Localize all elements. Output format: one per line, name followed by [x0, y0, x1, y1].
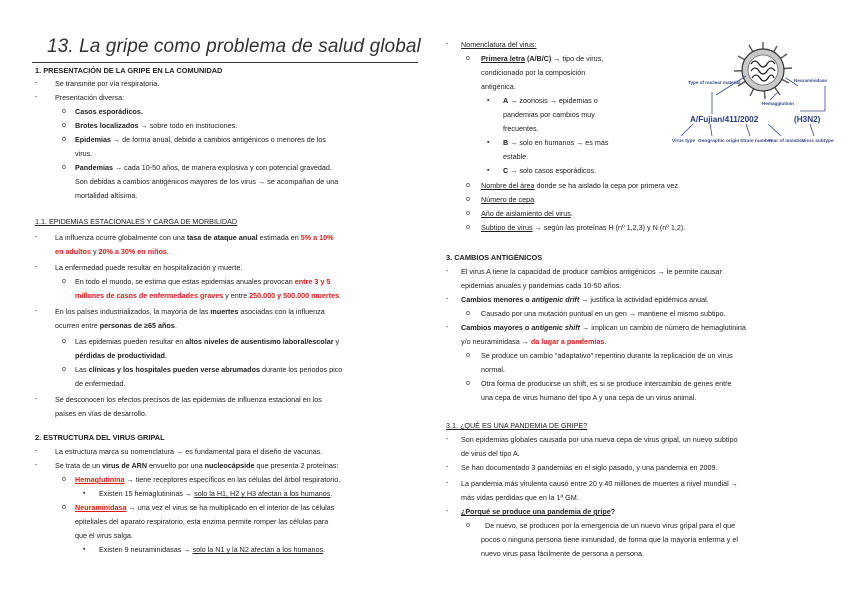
bullet-circle: o	[466, 522, 470, 529]
s1-item-2: Brotes localizados → sobre todo en instituciones.	[75, 121, 238, 130]
s1-item-3-cont: virus.	[75, 149, 93, 158]
s3-f: Otra forma de producirse un shift, es si se produce intercambio de genes entre	[481, 379, 732, 388]
nom-d: C → solo casos esporádicos.	[503, 166, 597, 175]
strain-subtype: (H3N2)	[794, 115, 821, 124]
section-1-heading: 1. PRESENTACIÓN DE LA GRIPE EN LA COMUNIDAD	[35, 66, 223, 75]
s3-a-cont: epidemias anuales y pandemias cada 10-50 años.	[461, 281, 622, 290]
s31-d: ¿Porqué se produce una pandemia de gripe?	[461, 507, 616, 516]
s11-f: Las clínicas y los hospitales pueden verse abrumados durante los periodos pico	[75, 365, 343, 374]
section-3-heading: 3. CAMBIOS ANTIGÉNICOS	[446, 253, 543, 262]
bullet-circle: o	[62, 164, 66, 171]
bullet-dash: -	[446, 296, 449, 303]
nom-e: Nombre del área donde se ha aislado la cepa por primera vez.	[481, 181, 680, 190]
s3-e-cont: normal.	[481, 365, 505, 374]
s31-e: De nuevo, se producen por la emergencia de un nuevo virus gripal para el que	[485, 521, 736, 530]
s1-item-4: Pandemias → cada 10-50 años, de manera explosiva y con potencial gravedad.	[75, 163, 332, 172]
s11-d-cont: ocurren entre personas de ≥65 años.	[55, 321, 177, 330]
s2-c: Hemaglutinina → tiene receptores específicos en las células del árbol respiratorio.	[75, 475, 341, 484]
s11-e-cont: pérdidas de productividad.	[75, 351, 167, 360]
bullet-square: ▪	[83, 546, 86, 553]
bullet-circle: o	[466, 310, 470, 317]
bullet-circle: o	[62, 278, 66, 285]
nom-a-cont-2: antigénica.	[481, 82, 516, 91]
caption-strain-number: Strain number	[740, 139, 773, 144]
bullet-dash: -	[446, 480, 449, 487]
bullet-circle: o	[466, 196, 470, 203]
nom-c: B → solo en humanos → es más	[503, 138, 609, 147]
s2-e: Neuraminidasa → una vez el virus se ha multiplicado en el interior de las células	[75, 503, 335, 512]
nom-a: Primera letra (A/B/C) → tipo de virus,	[481, 54, 604, 63]
s2-f: Existen 9 neuraminidasas → solo la N1 y la N2 afectan a los humanos.	[99, 545, 326, 554]
s1-line-1: Se transmite por vía respiratoria.	[55, 79, 160, 88]
nom-b-cont-1: pandemias por cambios muy	[503, 110, 595, 119]
bullet-dash: -	[446, 436, 449, 443]
nom-h: Subtipo de virus → según las proteínas H (nº 1,2,3) y N (nº 1,2).	[481, 223, 686, 232]
bullet-circle: o	[62, 136, 66, 143]
s2-b: Se trata de un virus de ARN envuelto por una nucleocápside que presenta 2 proteínas:	[55, 461, 339, 470]
bullet-circle: o	[62, 504, 66, 511]
label-neuraminidase: Neuraminidase	[794, 78, 827, 83]
s31-c: La pandemia más virulenta causó entre 20 y 40 millones de muertes a nivel mundial →	[461, 479, 738, 488]
bullet-circle: o	[466, 224, 470, 231]
s2-e-cont-1: epiteliales del aparato respiratorio, esta enzima permite romper las células para	[75, 517, 329, 526]
virus-nomenclature-figure	[668, 40, 834, 162]
caption-virus-subtype: Virus subtype	[802, 139, 834, 144]
bullet-dash: -	[35, 448, 38, 455]
nomenclature-heading: Nomenclatura del virus:	[461, 40, 537, 49]
s2-e-cont-2: que el virus salga.	[75, 531, 133, 540]
s3-a: El virus A tiene la capacidad de producir cambios antigénicos → le permite causar	[461, 267, 722, 276]
bullet-circle: o	[62, 108, 66, 115]
s1-item-4-cont-2: mortalidad altísima.	[75, 191, 138, 200]
s11-a: La influenza ocurre globalmente con una tasa de ataque anual estimada en 5% a 10%	[55, 233, 334, 242]
s31-a-cont: de virus del tipo A.	[461, 449, 520, 458]
bullet-dash: -	[35, 94, 38, 101]
s11-a-cont: en adultos y 20% a 30% en niños.	[55, 247, 169, 256]
virus-particle-icon	[734, 42, 792, 99]
s3-d-cont: y/o neuraminidasa → da lugar a pandemias.	[461, 337, 607, 346]
nom-c-cont: estable.	[503, 152, 529, 161]
s11-b: La enfermedad puede resultar en hospitalización y muerte.	[55, 263, 243, 272]
bullet-dash: -	[446, 508, 449, 515]
bullet-circle: o	[466, 352, 470, 359]
title-underline	[32, 62, 418, 63]
bullet-circle: o	[62, 476, 66, 483]
bullet-circle: o	[62, 366, 66, 373]
bullet-dash: -	[35, 308, 38, 315]
bullet-dash: -	[446, 324, 449, 331]
caption-year-of-isolation: Year of isolation	[768, 139, 806, 144]
strain-name: A/Fujian/411/2002	[690, 115, 759, 124]
s11-c: En todo el mundo, se estima que estas epidemias anuales provocan entre 3 y 5	[75, 277, 331, 286]
s11-f-cont: de enfermedad.	[75, 379, 126, 388]
label-hemagglutinin: Hemagglutinin	[762, 101, 794, 106]
section-2-heading: 2. ESTRUCTURA DEL VIRUS GRIPAL	[35, 433, 165, 442]
s2-d: Existen 15 hemaglutininas → solo la H1, H2 y H3 afectan a los humanos.	[99, 489, 333, 498]
bullet-dash: -	[35, 396, 38, 403]
s31-e-cont-2: nuevo virus pasa fácilmente de persona a persona.	[481, 549, 645, 558]
bullet-circle: o	[62, 122, 66, 129]
caption-geographic-origin: Geographic origin	[698, 139, 740, 144]
bullet-circle: o	[466, 55, 470, 62]
bullet-square: ▪	[487, 97, 490, 104]
bullet-circle: o	[466, 182, 470, 189]
bullet-square: ▪	[487, 167, 490, 174]
nom-f: Número de cepa.	[481, 195, 537, 204]
s1-item-3: Epidemias → de forma anual, debido a cambios antigénicos o menores de los	[75, 135, 326, 144]
s11-g: Se desconocen los efectos precisos de las epidemias de influenza estacional en los	[55, 395, 322, 404]
bullet-dash: -	[35, 80, 38, 87]
nom-b-cont-2: frecuentes.	[503, 124, 539, 133]
s3-b: Cambios menores o antigenic drift → justifica la actividad epidémica anual.	[461, 295, 709, 304]
s3-c: Causado por una mutación puntual en un gen → mantiene el mismo subtipo.	[481, 309, 726, 318]
section-3-1-heading: 3.1. ¿QUÉ ES UNA PANDEMIA DE GRIPE?	[446, 421, 588, 430]
s11-d: En los países industrializados, la mayoría de las muertes asociadas con la influenza	[55, 307, 325, 316]
page-title: 13. La gripe como problema de salud global	[47, 36, 421, 57]
bullet-dash: -	[35, 462, 38, 469]
bullet-dash: -	[35, 234, 38, 241]
s3-f-cont: una cepa de virus humano del tipo A y una cepa de un virus animal.	[481, 393, 697, 402]
s1-line-2: Presentación diversa:	[55, 93, 125, 102]
s1-item-1: Casos esporádicos.	[75, 107, 143, 116]
s2-a: La estructura marca su nomenclatura → es fundamental para el diseño de vacunas.	[55, 447, 323, 456]
s3-d: Cambios mayores o antigenic shift → implican un cambio de número de hemaglutinina	[461, 323, 746, 332]
caption-virus-type: Virus type	[672, 139, 696, 144]
s31-e-cont-1: pocos o ninguna persona tiene inmunidad, de forma que la mayoría enferma y el	[481, 535, 738, 544]
s31-b: Se han documentado 3 pandemias en el siglo pasado, y una pandemia en 2009.	[461, 463, 718, 472]
label-nuclear-material: Type of nuclear material	[688, 80, 741, 85]
bullet-dash: -	[35, 264, 38, 271]
s31-c-cont: más vidas perdidas que en la 1ª GM.	[461, 493, 579, 502]
s11-g-cont: países en vías de desarrollo.	[55, 409, 147, 418]
s11-e: Las epidemias pueden resultar en altos niveles de ausentismo laboral/escolar y	[75, 337, 340, 346]
bullet-dash: -	[446, 464, 449, 471]
bullet-square: ▪	[83, 490, 86, 497]
bullet-dash: -	[446, 41, 449, 48]
bullet-circle: o	[62, 338, 66, 345]
bullet-dash: -	[446, 268, 449, 275]
nom-a-cont-1: condicionado por la composición	[481, 68, 586, 77]
section-1-1-heading: 1.1. EPIDEMIAS ESTACIONALES Y CARGA DE MORBILIDAD	[35, 217, 238, 226]
nom-b: A → zoonosis → epidemias o	[503, 96, 598, 105]
s3-e: Se produce un cambio "adaptativo" repentino durante la replicación de un virus	[481, 351, 733, 360]
s11-c-cont: millones de casos de enfermedades graves y entre 250.000 y 500.000 muertes.	[75, 291, 342, 300]
s31-a: Son epidemias globales causada por una nueva cepa de virus gripal, un nuevo subtipo	[461, 435, 738, 444]
nom-g: Año de aislamiento del virus.	[481, 209, 573, 218]
bullet-circle: o	[466, 380, 470, 387]
s1-item-4-cont-1: Son debidas a cambios antigénicos mayores de los virus → se acompañan de una	[75, 177, 339, 186]
bullet-square: ▪	[487, 139, 490, 146]
bullet-circle: o	[466, 210, 470, 217]
